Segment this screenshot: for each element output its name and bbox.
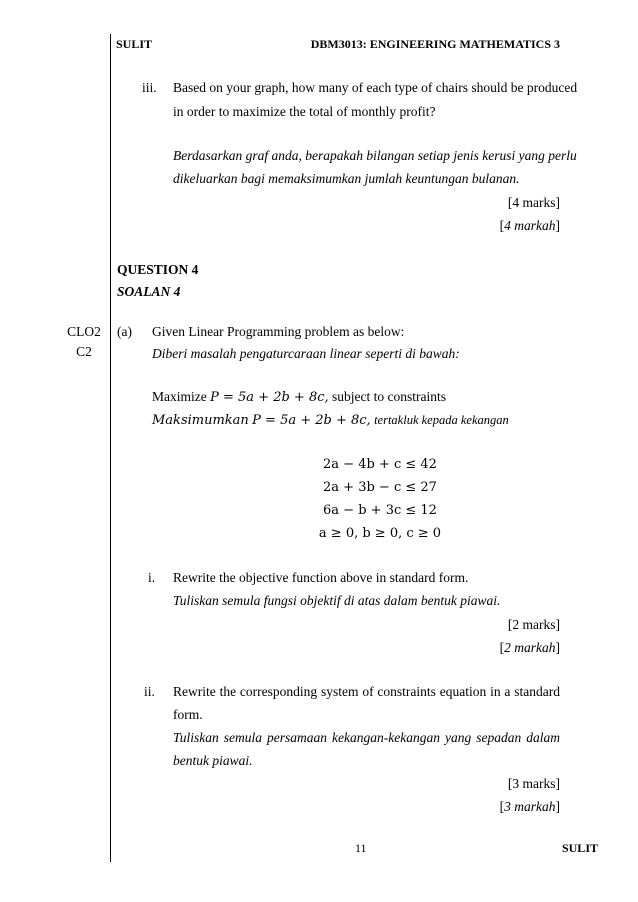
part-label: (a)	[117, 324, 132, 339]
question-text-en: Rewrite the objective function above in standard form.	[173, 570, 469, 585]
marks-ms: [3 markah]	[499, 799, 560, 814]
marks-ms: [2 markah]	[499, 640, 560, 655]
maximize-label: Maximize	[152, 389, 207, 404]
question-title-ms: SOALAN 4	[117, 284, 181, 299]
intro-text-en: Given Linear Programming problem as below:	[152, 324, 405, 339]
question-text-ms: Tuliskan semula persamaan kekangan-kekangan yang sepadan dalam	[173, 730, 560, 745]
subquestion-number: ii.	[144, 684, 155, 699]
subquestion-number: i.	[148, 570, 156, 585]
margin-rule	[110, 34, 111, 862]
objective-line-en	[152, 389, 446, 405]
constraints-intro: subject to constraints	[332, 389, 446, 404]
clo-label: CLO2	[67, 324, 101, 339]
marks-en: [2 marks]	[507, 617, 560, 632]
cognitive-level: C2	[76, 344, 92, 359]
constraint-3: 6a − b + 3c ≤ 12	[323, 503, 437, 518]
question-text-ms: Berdasarkan graf anda, berapakah bilangan setiap jenis kerusi yang perlu	[173, 148, 577, 163]
question-text-en: Rewrite the corresponding system of constraints equation in a standard	[173, 684, 560, 699]
objective-function-ms: P = 5a + 2b + 8c,	[252, 413, 371, 428]
question-text-ms-cont: dikeluarkan bagi memaksimumkan jumlah keuntungan bulanan.	[173, 171, 520, 186]
question-text-ms-cont: bentuk piawai.	[173, 753, 253, 768]
objective-line-ms	[152, 412, 509, 428]
header-left: SULIT	[116, 37, 153, 51]
question-title: QUESTION 4	[117, 262, 199, 277]
marks-en: [4 marks]	[507, 195, 560, 210]
marks-ms: [4 markah]	[499, 218, 560, 233]
question-text-en: Based on your graph, how many of each type of chairs should be produced	[173, 80, 578, 95]
constraints-intro-ms: tertakluk kepada kekangan	[374, 413, 509, 427]
footer-right: SULIT	[561, 841, 598, 855]
question-text-ms: Tuliskan semula fungsi objektif di atas dalam bentuk piawai.	[173, 593, 501, 608]
constraint-1: 2a − 4b + c ≤ 42	[323, 457, 437, 472]
header-course-code: DBM3013: ENGINEERING MATHEMATICS 3	[310, 37, 560, 51]
subquestion-number: iii.	[142, 80, 157, 95]
constraint-nonnegativity: a ≥ 0, b ≥ 0, c ≥ 0	[318, 526, 442, 541]
objective-function: P = 5a + 2b + 8c,	[210, 390, 329, 405]
question-text-en-cont: in order to maximize the total of monthly profit?	[173, 104, 436, 119]
intro-text-ms: Diberi masalah pengaturcaraan linear seperti di bawah:	[152, 346, 460, 361]
constraint-2: 2a + 3b − c ≤ 27	[323, 480, 437, 495]
page-number: 11	[355, 841, 367, 855]
question-text-en-cont: form.	[173, 707, 203, 722]
maximize-label-ms: Maksimumkan	[152, 413, 249, 428]
marks-en: [3 marks]	[507, 776, 560, 791]
